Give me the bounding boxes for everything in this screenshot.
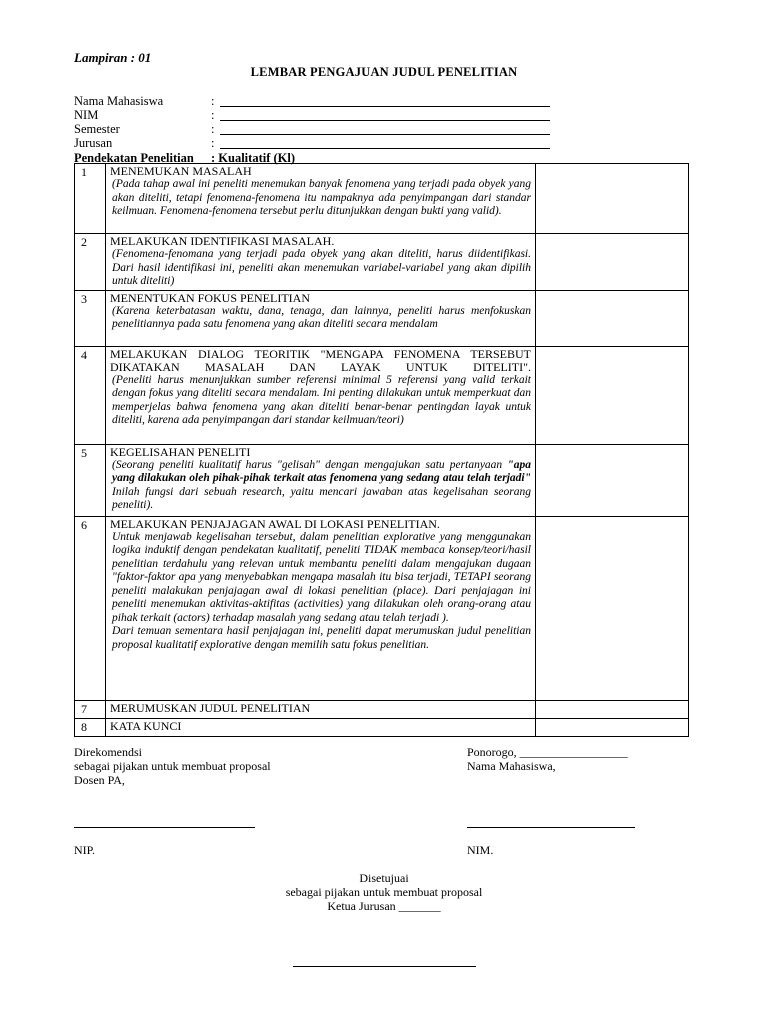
field-colon: : bbox=[211, 108, 215, 122]
table-row bbox=[75, 164, 689, 234]
row-number: 3 bbox=[75, 290, 106, 346]
page-title: LEMBAR PENGAJUAN JUDUL PENELITIAN bbox=[250, 65, 518, 79]
field-blank-line[interactable] bbox=[220, 148, 550, 149]
footer-left-line: Direkomendsi bbox=[74, 745, 142, 759]
footer-left-block bbox=[74, 745, 271, 787]
nip-label: NIP. bbox=[74, 843, 96, 857]
row-heading: MELAKUKAN PENJAJAGAN AWAL DI LOKASI PENELITIAN. bbox=[110, 516, 440, 531]
row-answer-cell[interactable] bbox=[536, 346, 689, 444]
field-colon: : bbox=[211, 136, 215, 150]
footer-left-line: sebagai pijakan untuk membuat proposal bbox=[74, 759, 271, 773]
row-content bbox=[106, 234, 536, 291]
row-heading: MENENTUKAN FOKUS PENELITIAN bbox=[110, 290, 310, 305]
row-answer-cell[interactable] bbox=[536, 700, 689, 718]
field-blank-line[interactable] bbox=[220, 106, 550, 107]
footer-right-line: Ponorogo, __________________ bbox=[467, 745, 628, 759]
row-content bbox=[106, 346, 536, 444]
row-number: 6 bbox=[75, 516, 106, 700]
row-heading: MELAKUKAN IDENTIFIKASI MASALAH. bbox=[110, 234, 335, 248]
row-description: (Pada tahap awal ini peneliti menemukan banyak fenomena yang terjadi pada obyek yang akan diteliti, tetapi fenomena-fenomena itu nampaknya ada penyimpangan dari standar keilmuan. Fenomena-fenomena tersebut perlu ditunjukkan dengan bukti yang valid). bbox=[112, 178, 531, 217]
desc-part: Inilah fungsi dari sebuah research, yaitu mencari jawaban atas kegelisahan seorang peneliti). bbox=[112, 485, 531, 511]
field-label: Semester bbox=[74, 122, 120, 136]
row-content bbox=[106, 290, 536, 346]
row-number: 2 bbox=[75, 234, 106, 291]
mahasiswa-signature-line[interactable] bbox=[467, 827, 635, 828]
row-number: 5 bbox=[75, 444, 106, 516]
field-blank-line[interactable] bbox=[220, 120, 550, 121]
row-answer-cell[interactable] bbox=[536, 234, 689, 291]
field-label: NIM bbox=[74, 108, 99, 122]
lampiran-label: Lampiran : 01 bbox=[74, 50, 152, 65]
table-row bbox=[75, 718, 689, 736]
row-number: 8 bbox=[75, 718, 106, 736]
row-heading: MENEMUKAN MASALAH bbox=[110, 164, 252, 178]
field-label: Nama Mahasiswa bbox=[74, 94, 164, 108]
row-description: (Peneliti harus menunjukkan sumber referensi minimal 5 referensi yang valid terkait dengan fokus yang diteliti secara mendalam. Ini penting dilakukan untuk memperkuat dan memperjelas bahwa fenomena yang akan diteliti benar-benar pentingdan layak untuk diteliti, karena ada penyimpangan dari standar keilmuan/teori) bbox=[112, 373, 531, 426]
field-label: Jurusan bbox=[74, 136, 113, 150]
field-colon: : bbox=[211, 122, 215, 136]
row-answer-cell[interactable] bbox=[536, 164, 689, 234]
row-number: 1 bbox=[75, 164, 106, 234]
row-content bbox=[106, 700, 536, 718]
table-row bbox=[75, 444, 689, 516]
desc-bold-question: "apa yang dilakukan oleh pihak-pihak terkait atas fenomena yang sedang atau telah terjadi" bbox=[112, 458, 531, 484]
ketua-jurusan-signature-line[interactable] bbox=[293, 966, 476, 967]
footer-right-block bbox=[467, 745, 628, 773]
row-description: (Karena keterbatasan waktu, dana, tenaga, dan lainnya, peneliti harus menfokuskan penelitiannya pada satu fenomena yang akan diteliti secara mendalam bbox=[112, 304, 531, 330]
row-answer-cell[interactable] bbox=[536, 718, 689, 736]
field-blank-line[interactable] bbox=[220, 134, 550, 135]
table-row bbox=[75, 290, 689, 346]
row-content bbox=[106, 444, 536, 516]
table-row bbox=[75, 234, 689, 291]
row-content bbox=[106, 164, 536, 234]
desc-part: (Seorang peneliti kualitatif harus "gelisah" dengan mengajukan satu pertanyaan bbox=[112, 458, 508, 471]
row-heading: MERUMUSKAN JUDUL PENELITIAN bbox=[110, 700, 311, 715]
footer-left-line: Dosen PA, bbox=[74, 773, 125, 787]
approval-line: sebagai pijakan untuk membuat proposal bbox=[285, 885, 483, 899]
table-row bbox=[75, 346, 689, 444]
steps-table bbox=[74, 163, 689, 737]
pendekatan-label: Pendekatan Penelitian bbox=[74, 151, 194, 165]
row-description: Untuk menjawab kegelisahan tersebut, dalam penelitian explorative yang menggunakan logika induktif dengan pendekatan kualitatif, peneliti TIDAK membaca konsep/teori/hasil penelitian terdahulu yang relevan untuk membantu peneliti dalam mengajukan dugaan "faktor-faktor apa yang menyebabkan mengapa masalah itu bisa terjadi, TETAPI seorang peneliti malakukan penjajagan awal di lokasi penelitian (place). Dari penjajagan ini peneliti menemukan aktivitas-aktifitas (activities) yang dilakukan oleh orang-orang atau pihak terkait (actors) terhadap masalah yang sedang atau telah terjadi ). bbox=[112, 530, 531, 624]
row-number: 7 bbox=[75, 700, 106, 718]
row-answer-cell[interactable] bbox=[536, 444, 689, 516]
approval-block bbox=[0, 871, 768, 913]
row-answer-cell[interactable] bbox=[536, 516, 689, 700]
row-content bbox=[106, 516, 536, 700]
table-row bbox=[75, 700, 689, 718]
nim-label: NIM. bbox=[467, 843, 494, 857]
field-colon: : bbox=[211, 94, 215, 108]
table-row bbox=[75, 516, 689, 700]
row-heading: KEGELISAHAN PENELITI bbox=[110, 444, 251, 459]
row-heading: KATA KUNCI bbox=[110, 718, 182, 733]
row-content bbox=[106, 718, 536, 736]
dosen-signature-line[interactable] bbox=[74, 827, 255, 828]
pendekatan-value: : Kualitatif (Kl) bbox=[211, 151, 296, 165]
row-answer-cell[interactable] bbox=[536, 290, 689, 346]
row-description bbox=[110, 459, 531, 513]
footer-right-line: Nama Mahasiswa, bbox=[467, 759, 556, 773]
row-number: 4 bbox=[75, 346, 106, 444]
approval-line: Disetujuai bbox=[359, 871, 409, 885]
row-description: (Fenomena-fenomana yang terjadi pada obyek yang akan diteliti, harus diidentifikasi. Dari hasil identifikasi ini, peneliti akan menemukan variabel-variabel yang akan dipilih untuk diteliti) bbox=[112, 248, 531, 287]
row-description-2: Dari temuan sementara hasil penjajagan ini, peneliti dapat merumuskan judul penelitian proposal kualitatif explorative dengan memilih satu fokus penelitian. bbox=[112, 625, 531, 651]
row-heading: MELAKUKAN DIALOG TEORITIK "MENGAPA FENOMENA TERSEBUT DIKATAKAN MASALAH DAN LAYAK UNTUK DITELITI". bbox=[110, 346, 531, 374]
approval-line: Ketua Jurusan _______ bbox=[327, 899, 441, 913]
